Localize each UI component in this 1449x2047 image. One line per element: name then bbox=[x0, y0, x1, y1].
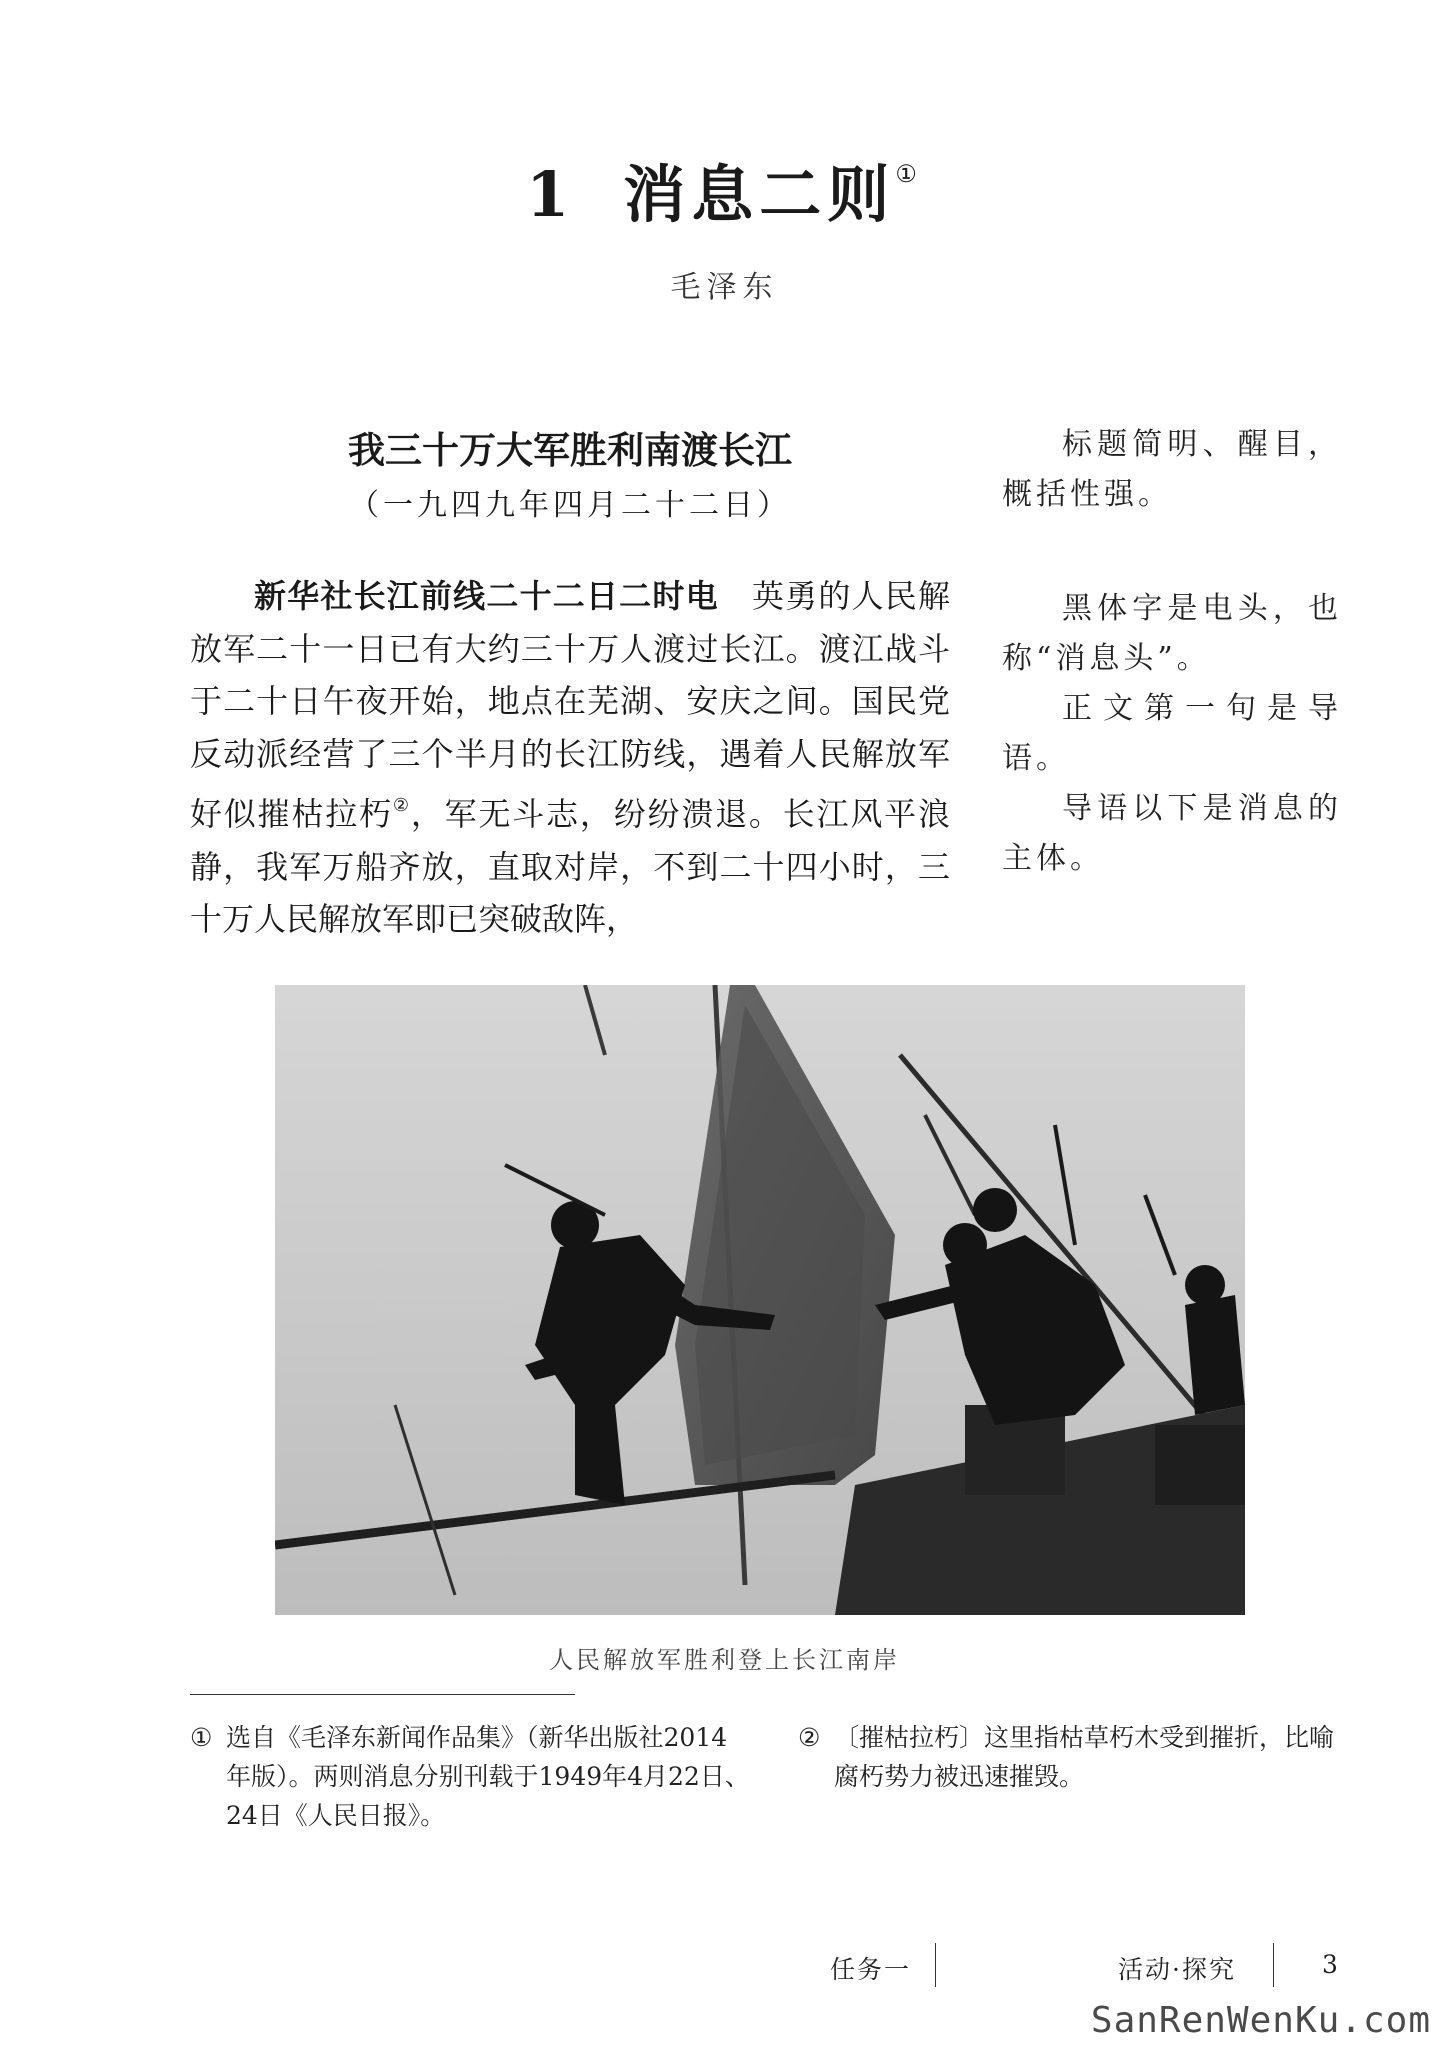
page-number: 3 bbox=[1322, 1950, 1340, 1979]
news-headline: 我三十万大军胜利南渡长江 bbox=[348, 428, 792, 472]
author: 毛泽东 bbox=[670, 270, 779, 305]
watermark: SanRenWenKu.com bbox=[1090, 2000, 1431, 2041]
margin-notes bbox=[1002, 420, 1342, 884]
news-date: （一九四九年四月二十二日） bbox=[349, 488, 791, 523]
margin-note-1: 标题简明、醒目，概括性强。 bbox=[1002, 427, 1342, 512]
margin-note-3: 正文第一句是导语。 bbox=[1002, 691, 1342, 776]
news-body-part2: ，军无斗志，纷纷溃退。长江风平浪静，我军万船齐放，直取对岸，不到二十四小时，三十万人民解放军即已突破敌阵， bbox=[190, 795, 950, 938]
photo-illustration bbox=[275, 985, 1245, 1615]
river-crossing-photo bbox=[275, 985, 1245, 1615]
footer-separator bbox=[1273, 1943, 1274, 1987]
footnote-1-line1: 选自《毛泽东新闻作品集》（新华出版社2014 bbox=[226, 1723, 728, 1752]
footer-task: 任务一 bbox=[830, 1955, 912, 1984]
lesson-title bbox=[0, 145, 1449, 234]
footnote-1 bbox=[190, 1718, 750, 1835]
news-dateline: 新华社长江前线二十二日二时电 bbox=[254, 577, 719, 615]
footnote-1-rest: 年版）。两则消息分别刊载于1949年4月22日、24日《人民日报》。 bbox=[226, 1762, 750, 1830]
footer-separator bbox=[935, 1943, 936, 1987]
news-body bbox=[190, 570, 950, 946]
footnote-divider bbox=[190, 1694, 575, 1695]
margin-note-2: 黑体字是电头，也称“消息头”。 bbox=[1002, 591, 1342, 676]
footnote-1-marker: ① bbox=[190, 1723, 213, 1752]
footer-section: 活动·探究 bbox=[1118, 1955, 1236, 1984]
photo-caption: 人民解放军胜利登上长江南岸 bbox=[549, 1646, 900, 1674]
title-footnote-marker[interactable]: ① bbox=[895, 160, 923, 188]
footnote-2-marker: ② bbox=[798, 1723, 821, 1752]
footnote-2 bbox=[798, 1718, 1353, 1796]
footnote-2-line1: 〔摧枯拉朽〕这里指枯草朽木受到摧折，比喻 bbox=[834, 1723, 1335, 1752]
margin-note-4: 导语以下是消息的主体。 bbox=[1002, 791, 1342, 876]
news-body-part1: 英勇的人民解放军二十一日已有大约三十万人渡过长江。渡江战斗于二十日午夜开始，地点在芜湖、安庆之间。国民党反动派经营了三个半月的长江防线，遇着人民解放军好似摧枯拉朽 bbox=[190, 577, 950, 833]
lesson-title-text: 消息二则 bbox=[623, 158, 896, 231]
footnote-2-rest: 腐朽势力被迅速摧毁。 bbox=[834, 1762, 1085, 1791]
lesson-number: 1 bbox=[526, 158, 576, 231]
body-footnote-marker[interactable]: ② bbox=[392, 795, 411, 816]
